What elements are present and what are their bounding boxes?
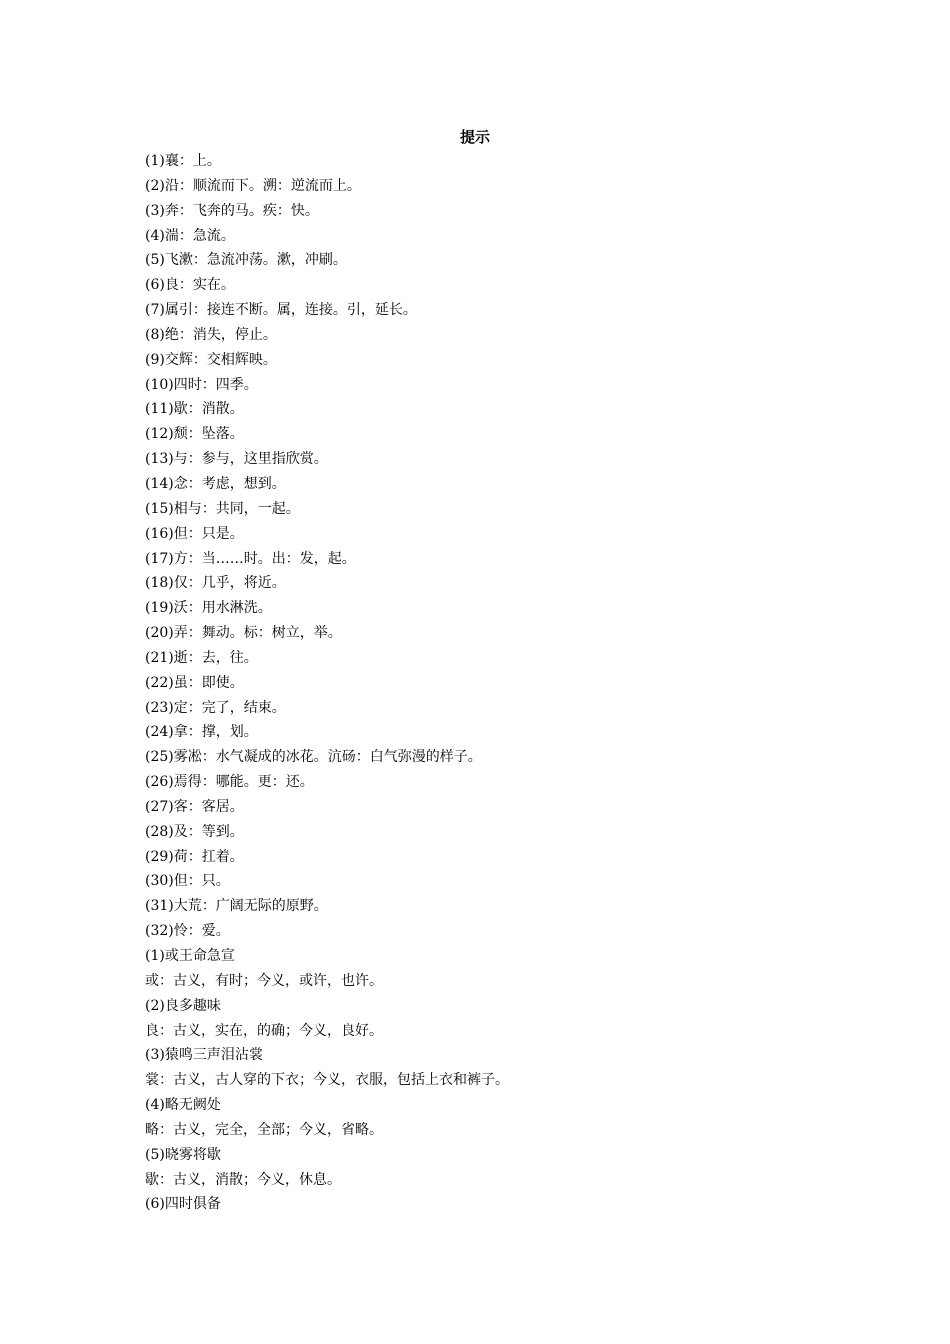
annotation-line: (14)念：考虑，想到。 [145,475,286,492]
annotation-line: (30)但：只。 [145,873,230,890]
annotation-line: 良：古义，实在，的确；今义，良好。 [145,1022,383,1039]
annotation-line: (31)大荒：广阔无际的原野。 [145,898,328,915]
annotation-line: (13)与：参与，这里指欣赏。 [145,451,328,468]
annotation-line: (20)弄：舞动。标：树立，举。 [145,625,342,642]
annotation-line: (3)奔：飞奔的马。疾：快。 [145,202,319,219]
annotation-line: (1)或王命急宣 [145,948,235,964]
annotation-line: (25)雾凇：水气凝成的冰花。沆砀：白气弥漫的样子。 [145,749,482,766]
annotation-line: (6)四时俱备 [145,1196,221,1213]
annotation-list [145,149,865,1217]
annotation-line: (8)绝：消失，停止。 [145,326,277,343]
annotation-line: (15)相与：共同，一起。 [145,500,300,517]
annotation-line: 或：古义，有时；今义，或许，也许。 [145,972,383,989]
annotation-line: (22)虽：即使。 [145,674,244,691]
annotation-line: (28)及：等到。 [145,823,244,840]
annotation-line: (9)交辉：交相辉映。 [145,351,277,368]
annotation-line: (12)颓：坠落。 [145,426,244,443]
annotation-line: (6)良：实在。 [145,277,235,294]
annotation-line: (29)荷：扛着。 [145,848,244,865]
page-title: 提示 [459,128,490,146]
annotation-line: (21)逝：去，往。 [145,649,258,666]
annotation-line: (7)属引：接连不断。属，连接。引，延长。 [145,302,417,319]
annotation-line: (5)飞漱：急流冲荡。漱，冲刷。 [145,252,347,269]
annotation-line: (10)四时：四季。 [145,376,258,393]
annotation-line: (18)仅：几乎，将近。 [145,575,286,592]
annotation-line: 歇：古义，消散；今义，休息。 [145,1171,341,1188]
annotation-line: (23)定：完了，结束。 [145,699,286,716]
annotation-line: (17)方：当……时。出：发，起。 [145,550,356,567]
annotation-line: (26)焉得：哪能。更：还。 [145,774,314,791]
annotation-line: (4)湍：急流。 [145,227,235,244]
annotation-line: (27)客：客居。 [145,798,244,815]
annotation-line: 裳：古义，古人穿的下衣；今义，衣服，包括上衣和裤子。 [145,1072,509,1089]
annotation-line: 略：古义，完全，全部；今义，省略。 [145,1121,383,1138]
annotation-line: (3)猿鸣三声泪沾裳 [145,1047,263,1064]
annotation-line: (4)略无阙处 [145,1097,221,1114]
annotation-line: (24)拿：撑，划。 [145,724,258,741]
annotation-line: (16)但：只是。 [145,525,244,542]
annotation-line: (2)良多趣味 [145,997,221,1014]
annotation-line: (2)沿：顺流而下。溯：逆流而上。 [145,177,361,194]
annotation-line: (32)怜：爱。 [145,923,230,940]
annotation-line: (11)歇：消散。 [145,401,244,418]
annotation-line: (19)沃：用水淋洗。 [145,600,272,617]
annotation-line: (1)襄：上。 [145,153,221,169]
annotation-line: (5)晓雾将歇 [145,1146,221,1163]
